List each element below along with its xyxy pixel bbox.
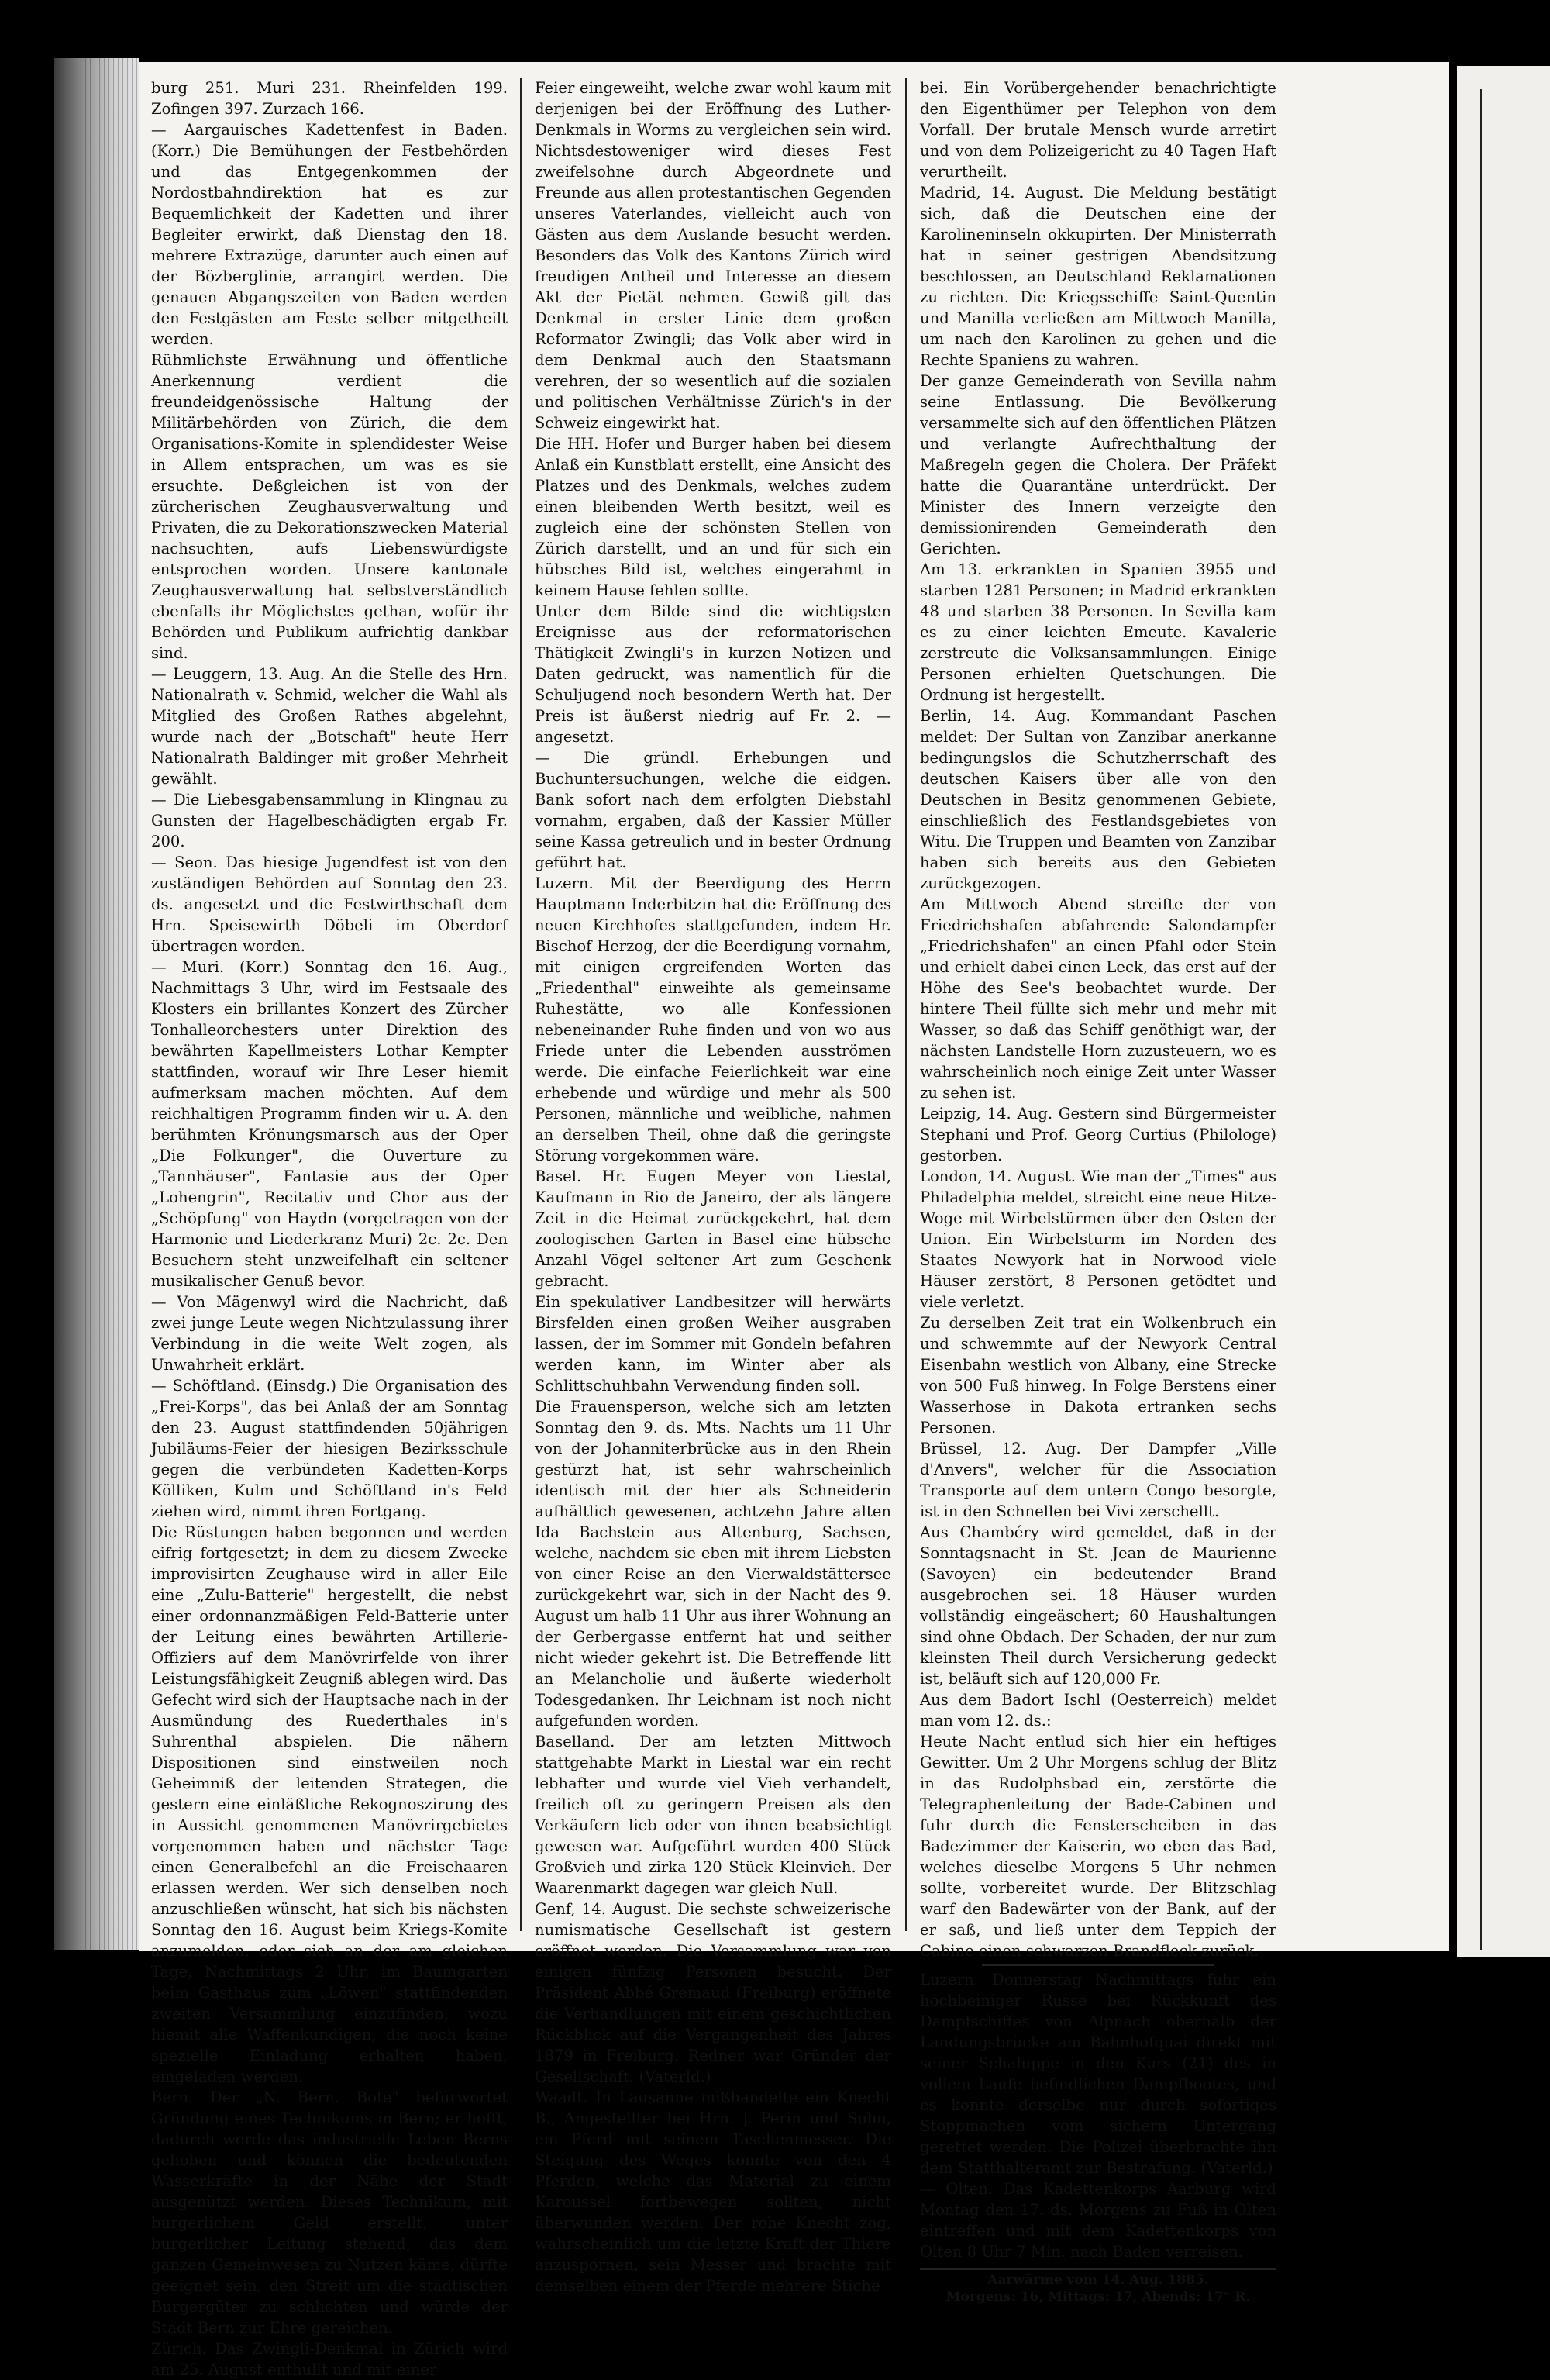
article-paragraph: bei. Ein Vorübergehender benachrichtigte den Eigenthümer per Telephon von dem Vorfall. Der brutale Mensch wurde arretirt und von dem Polizeigericht zu 40 Tagen Haft verurtheilt. (920, 79, 1276, 181)
article-paragraph: — Muri. (Korr.) Sonntag den 16. Aug., Nachmittags 3 Uhr, wird im Festsaale des Klosters ein brillantes Konzert des Zürcher Tonhalleorchesters unter Direktion des bewährten Kapellmeisters Lothar Kempter stattfinden, worauf wir Ihre Leser hiemit aufmerksam machen möchten. Auf dem reichhaltigen Programm finden wir u. A. den berühmten Krönungsmarsch aus der Oper „Die Folkunger", die Ouverture zu „Tannhäuser", Fantasie aus der Oper „Lohengrin", Recitativ und Chor aus der „Schöpfung" von Haydn (vorgetragen von der Harmonie und Liederkranz Muri) 2c. 2c. Den Besuchern steht unzweifelhaft ein seltener musikalischer Genuß bevor. (151, 958, 508, 1290)
article-paragraph: Basel. Hr. Eugen Meyer von Liestal, Kaufmann in Rio de Janeiro, der als längere Zeit in die Heimat zurückgekehrt, hat dem zoologischen Garten in Basel eine hübsche Anzahl Vögel seltener Art zum Geschenk gebracht. (535, 1168, 891, 1290)
article-paragraph: Madrid, 14. August. Die Meldung bestätigt sich, daß die Deutschen eine der Karolineninseln okkupirten. Der Ministerrath hat in seiner gestrigen Abendsitzung beschlossen, an Deutschland Reklamationen zu richten. Die Kriegsschiffe Saint-Quentin und Manilla verließen am Mittwoch Manilla, um nach den Karolinen zu gehen und die Rechte Spaniens zu wahren. (920, 184, 1276, 369)
article-paragraph: Die HH. Hofer und Burger haben bei diesem Anlaß ein Kunstblatt erstellt, eine Ansicht des Platzes und des Denkmals, welches zudem einen bleibenden Werth besitzt, weil es zugleich eine der schönsten Stellen von Zürich darstellt, und an und für sich ein hübsches Bild ist, welches eingerahmt in keinem Hause fehlen sollte. (535, 435, 891, 599)
article-paragraph: — Schöftland. (Einsdg.) Die Organisation des „Frei-Korps", das bei Anlaß der am Sonntag den 23. August stattfindenden 50jährigen Jubiläums-Feier der hiesigen Bezirksschule gegen die verbündeten Kadetten-Korps Kölliken, Kulm und Schöftland in's Feld ziehen wird, nimmt ihren Fortgang. (151, 1377, 508, 1520)
article-paragraph: Leipzig, 14. Aug. Gestern sind Bürgermeister Stephani und Prof. Georg Curtius (Philologe) gestorben. (920, 1105, 1276, 1164)
article-paragraph: Waadt. In Lausanne mißhandelte ein Knecht B., Angestellter bei Hrn. J. Perin und Sohn, ein Pferd mit seinem Taschenmesser. Die Steigung des Weges konnte von den 4 Pferden, welche das Material zu einem Karoussel fortbewegen sollten, nicht überwunden werden. Der rohe Knecht zog, wahrscheinlich um die letzte Kraft der Thiere anzuspornen, sein Messer und brachte mit demselben einem der Pferde mehrere Stiche (535, 2089, 891, 2295)
article-paragraph: Heute Nacht entlud sich hier ein heftiges Gewitter. Um 2 Uhr Morgens schlug der Blitz in das Rudolphsbad ein, zerstörte die Telegraphenleitung der Bade-Cabinen und fuhr durch die Fensterscheiben in das Badezimmer der Kaiserin, wo eben das Bad, welches dieselbe Morgens 5 Uhr nehmen sollte, vorbereitet wurde. Der Blitzschlag warf den Badewärter von der Bank, auf der er saß, und ließ unter dem Teppich der Cabine einen schwarzen Brandfleck zurück. (920, 1733, 1276, 1960)
article-paragraph: Brüssel, 12. Aug. Der Dampfer „Ville d'Anvers", welcher für die Association Transporte auf dem untern Congo besorgte, ist in den Schnellen bei Vivi zerschellt. (920, 1440, 1276, 1520)
article-paragraph: Luzern. Mit der Beerdigung des Herrn Hauptmann Inderbitzin hat die Eröffnung des neuen Kirchhofes stattgefunden, indem Hr. Bischof Herzog, der die Beerdigung vornahm, mit einigen ergreifenden Worten das „Friedenthal" einweihte als gemeinsame Ruhestätte, wo alle Konfessionen nebeneinander Ruhe finden und von wo aus Friede unter die Lebenden ausströmen werde. Die einfache Feierlichkeit war eine erhebende und würdige und mehr als 500 Personen, männliche und weibliche, nahmen an derselben Theil, ohne daß die geringste Störung vorgekommen wäre. (535, 874, 891, 1164)
article-paragraph: Zürich. Das Zwingli-Denkmal in Zürich wird am 25. August enthüllt und mit einer (151, 2340, 508, 2378)
article-paragraph: — Aargauisches Kadettenfest in Baden. (Korr.) Die Bemühungen der Festbehörden und das Entgegenkommen der Nordostbahndirektion hat es zur Bequemlichkeit der Kadetten und ihrer Begleiter erwirkt, daß Dienstag den 18. mehrere Extrazüge, darunter auch einen auf der Bözberglinie, arrangirt werden. Die genauen Abgangszeiten von Baden werden den Festgästen am Feste selber mitgetheilt werden. (151, 121, 508, 348)
article-paragraph: Der ganze Gemeinderath von Sevilla nahm seine Entlassung. Die Bevölkerung versammelte sich auf den öffentlichen Plätzen und verlangte Aufrechthaltung der Maßregeln gegen die Cholera. Der Präfekt hatte die Quarantäne unterdrückt. Der Minister des Innern verzeigte den demissionirenden Gemeinderath den Gerichten. (920, 372, 1276, 557)
facing-page-rule (1480, 89, 1482, 1950)
article-paragraph: Zu derselben Zeit trat ein Wolkenbruch ein und schwemmte auf der Newyork Central Eisenbahn westlich von Albany, eine Strecke von 500 Fuß hinweg. In Folge Berstens einer Wasserhose in Dakota ertranken sechs Personen. (920, 1314, 1276, 1437)
facing-page-edge (1457, 66, 1550, 1957)
water-temperature-box (920, 2268, 1276, 2306)
column-2 (535, 78, 891, 2295)
article-paragraph: — Die gründl. Erhebungen und Buchuntersuchungen, welche die eidgen. Bank sofort nach dem erfolgten Diebstahl vornahm, ergaben, daß der Kassier Müller seine Kassa getreulich und in bester Ordnung geführt hat. (535, 749, 891, 871)
article-paragraph: Aus Chambéry wird gemeldet, daß in der Sonntagsnacht in St. Jean de Maurienne (Savoyen) ein bedeutender Brand ausgebrochen sei. 18 Häuser wurden vollständig eingeäschert; 60 Haushaltungen sind ohne Obdach. Der Schaden, der nur zum kleinsten Theil durch Versicherung gedeckt ist, beläuft sich auf 120,000 Fr. (920, 1523, 1276, 1688)
article-paragraph: Luzern. Donnerstag Nachmittags fuhr ein hochbeiniger Russe bei Rückkunft des Dampfschiffes von Alpnach oberhalb der Landungsbrücke am Bahnhofquai direkt mit seiner Schaluppe in den Kurs (21) des in vollem Laufe befindlichen Dampfbootes, und es konnte derselbe nur durch sofortiges Stoppmachen vom sichern Untergang gerettet werden. Die Polizei überbrachte ihn dem Statthalteramt zur Bestrafung. (Vaterld.) (920, 1971, 1276, 2177)
article-paragraph: — Leuggern, 13. Aug. An die Stelle des Hrn. Nationalrath v. Schmid, welcher die Wahl als Mitglied des Großen Rathes abgelehnt, wurde nach der „Botschaft" heute Herr Nationalrath Baldinger mit großer Mehrheit gewählt. (151, 665, 508, 788)
section-separator (982, 1964, 1214, 1966)
newspaper-page (140, 62, 1449, 2378)
article-paragraph: Die Frauensperson, welche sich am letzten Sonntag den 9. ds. Mts. Nachts um 11 Uhr von der Johanniterbrücke aus in den Rhein gestürzt hat, ist sehr wahrscheinlich identisch mit der hier als Schneiderin aufhältlich gewesenen, achtzehn Jahre alten Ida Bachstein aus Altenburg, Sachsen, welche, nachdem sie eben mit ihrem Liebsten von einer Reise an den Vierwaldstättersee zurückgekehrt war, sich in der Nacht des 9. August um halb 11 Uhr aus ihrer Wohnung an der Gerbergasse entfernt hat und seither nicht wieder gekehrt ist. Die Betreffende litt an Melancholie und äußerte wiederholt Todesgedanken. Ihr Leichnam ist noch nicht aufgefunden worden. (535, 1398, 891, 1730)
article-paragraph: — Olten. Das Kadettenkorps Aarburg wird Montag den 17. ds. Morgens zu Fuß in Olten eintreffen und mit dem Kadettenkorps von Olten 8 Uhr 7 Min. nach Baden verreisen. (920, 2180, 1276, 2261)
article-paragraph: Unter dem Bilde sind die wichtigsten Ereignisse aus der reformatorischen Thätigkeit Zwingli's in kurzen Notizen und Daten gedruckt, was namentlich für die Schuljugend noch besondern Werth hat. Der Preis ist äußerst niedrig auf Fr. 2. — angesetzt. (535, 602, 891, 746)
article-paragraph: — Die Liebesgabensammlung in Klingnau zu Gunsten der Hagelbeschädigten ergab Fr. 200. (151, 791, 508, 850)
column-rule (905, 78, 907, 1931)
water-temperature-title: Aarwärme vom 14. Aug. 1885. (987, 2272, 1209, 2288)
column-3 (920, 78, 1276, 2305)
article-paragraph: Ein spekulativer Landbesitzer will herwärts Birsfelden einen großen Weiher ausgraben lassen, der im Sommer mit Gondeln befahren werden kann, im Winter aber als Schlittschuhbahn Verwendung finden soll. (535, 1293, 891, 1395)
column-rule (520, 78, 522, 1931)
article-paragraph: — Seon. Das hiesige Jugendfest ist von den zuständigen Behörden auf Sonntag den 23. ds. angesetzt und die Festwirthschaft dem Hrn. Speisewirth Döbeli im Oberdorf übertragen worden. (151, 854, 508, 955)
article-paragraph: Bern. Der „N. Bern. Bote" befürwortet Gründung eines Technikums in Bern; er hofft, dadurch werde das industrielle Leben Berns gehoben und können die bedeutenden Wasserkräfte in der Nähe der Stadt ausgenützt werden. Dieses Technikum, mit burgerlichem Geld erstellt, unter burgerlicher Leitung stehend, das dem ganzen Gemeinwesen zu Nutzen käme, dürfte geeignet sein, den Streit um die städtischen Burgergüter zu schlichten und würde der Stadt Bern zur Ehre gereichen. (151, 2089, 508, 2337)
article-paragraph: Am Mittwoch Abend streifte der von Friedrichshafen abfahrende Salondampfer „Friedrichshafen" an einen Pfahl oder Stein und erhielt dabei einen Leck, das erst auf der Höhe des See's beobachtet wurde. Der hintere Theil füllte sich mehr und mehr mit Wasser, so daß das Schiff genöthigt war, der nächsten Landstelle Horn zuzusteuern, wo es wahrscheinlich noch einige Zeit unter Wasser zu sehen ist. (920, 895, 1276, 1102)
article-paragraph: London, 14. August. Wie man der „Times" aus Philadelphia meldet, streicht eine neue Hitze-Woge mit Wirbelstürmen über den Osten der Union. Ein Wirbelsturm im Norden des Staates Newyork hat in Norwood viele Häuser zerstört, 8 Personen getödtet und viele verletzt. (920, 1168, 1276, 1311)
article-paragraph: burg 251. Muri 231. Rheinfelden 199. Zofingen 397. Zurzach 166. (151, 79, 508, 118)
article-paragraph: Die Rüstungen haben begonnen und werden eifrig fortgesetzt; in dem zu diesem Zwecke improvisirten Zeughause wird in aller Eile eine „Zulu-Batterie" hergestellt, die nebst einer ordonnanzmäßigen Feld-Batterie unter der Leitung eines bewährten Artillerie-Offiziers auf dem Manövrirfelde von ihrer Leistungsfähigkeit Zeugniß ablegen wird. Das Gefecht wird sich der Hauptsache nach in der Ausmündung des Ruederthales in's Suhrenthal abspielen. Die nähern Dispositionen sind einstweilen noch Geheimniß der leitenden Strategen, die gestern eine einläßliche Rekognoszirung des in Aussicht genommenen Manövrirgebietes vorgenommen haben und nächster Tage einen Generalbefehl an die Freischaaren erlassen werden. Wer sich denselben noch anzuschließen wünscht, hat sich bis nächsten Sonntag den 16. August beim Kriegs-Komite anzumelden, oder sich an der am gleichen Tage, Nachmittags 2 Uhr, im Baumgarten beim Gasthaus zum „Löwen" stattfindenden zweiten Versammlung einzufinden, wozu hiemit alle Waffenkundigen, die noch keine spezielle Einladung erhalten haben, eingeladen werden. (151, 1523, 508, 2085)
page-edges (85, 58, 140, 1950)
article-paragraph: — Von Mägenwyl wird die Nachricht, daß zwei junge Leute wegen Nichtzulassung ihrer Verbindung in die weite Welt zogen, als Unwahrheit erklärt. (151, 1293, 508, 1374)
article-paragraph: Am 13. erkrankten in Spanien 3955 und starben 1281 Personen; in Madrid erkrankten 48 und starben 38 Personen. In Sevilla kam es zu einer leichten Emeute. Kavalerie zerstreute die Volksansammlungen. Einige Personen erhielten Quetschungen. Die Ordnung ist hergestellt. (920, 561, 1276, 704)
article-paragraph: Rühmlichste Erwähnung und öffentliche Anerkennung verdient die freundeidgenössische Haltung der Militärbehörden von Zürich, die dem Organisations-Komite in splendidester Weise in Allem entsprachen, um was es sie ersuchte. Deßgleichen ist von der zürcherischen Zeughausverwaltung und Privaten, die zu Dekorationszwecken Material nachsuchten, aufs Liebenswürdigste entsprochen worden. Unsere kantonale Zeughausverwaltung hat selbstverständlich ebenfalls ihr Möglichstes gethan, wofür ihr Behörden und Publikum aufrichtig dankbar sind. (151, 351, 508, 662)
article-paragraph: Feier eingeweiht, welche zwar wohl kaum mit derjenigen bei der Eröffnung des Luther-Denkmals in Worms zu vergleichen sein wird. Nichtsdestoweniger wird dieses Fest zweifelsohne durch Abgeordnete und Freunde aus allen protestantischen Gegenden unseres Vaterlandes, vielleicht auch von Gästen aus dem Auslande besucht werden. Besonders das Volk des Kantons Zürich wird freudigen Antheil und Interesse an diesem Akt der Pietät nehmen. Gewiß gilt das Denkmal in erster Linie dem großen Reformator Zwingli; das Volk aber wird in dem Denkmal auch den Staatsmann verehren, der so wesentlich auf die sozialen und politischen Verhältnisse Zürich's in der Schweiz eingewirkt hat. (535, 79, 891, 432)
column-1 (151, 78, 508, 2378)
article-paragraph: Genf, 14. August. Die sechste schweizerische numismatische Gesellschaft ist gestern eröffnet worden. Die Versammlung war von einigen fünfzig Personen besucht. Der Präsident Abbé Gremaud (Freiburg) eröffnete die Verhandlungen mit einem geschichtlichen Rückblick auf die Vergangenheit des Jahres 1879 in Freiburg. Redner war Gründer der Gesellschaft. (Vaterld.) (535, 1900, 891, 2085)
water-temperature-values: Morgens: 16, Mittags: 17, Abends: 17° R. (946, 2289, 1251, 2305)
article-paragraph: Berlin, 14. Aug. Kommandant Paschen meldet: Der Sultan von Zanzibar anerkanne bedingungslos die Schutzherrschaft des deutschen Kaisers über alle von den Deutschen in Besitz genommenen Gebiete, einschließlich des Festlandsgebietes von Witu. Die Truppen und Beamten von Zanzibar haben sich bereits aus den Gebieten zurückgezogen. (920, 707, 1276, 892)
article-paragraph: Aus dem Badort Ischl (Oesterreich) meldet man vom 12. ds.: (920, 1691, 1276, 1730)
article-paragraph: Baselland. Der am letzten Mittwoch stattgehabte Markt in Liestal war ein recht lebhafter und wurde viel Vieh verhandelt, freilich oft zu geringern Preisen als den Verkäufern lieb oder von ihnen beabsichtigt gewesen war. Aufgeführt wurden 400 Stück Großvieh und zirka 120 Stück Kleinvieh. Der Waarenmarkt dagegen war gleich Null. (535, 1733, 891, 1897)
